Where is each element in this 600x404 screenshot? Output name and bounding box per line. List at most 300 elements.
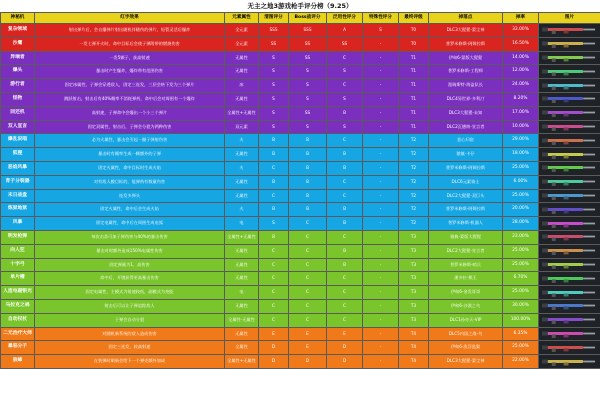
element-cell[interactable]: 全属性+无属性	[225, 230, 259, 244]
gun-icon	[540, 205, 599, 215]
effect-cell[interactable]: 连发多弹头	[35, 189, 225, 203]
drop-source-cell[interactable]: 普罗米修斯-机器人	[429, 217, 503, 231]
drop-rate-cell[interactable]: 12.00%	[503, 65, 539, 79]
grade-cell[interactable]: T3	[399, 299, 429, 313]
drop-rate-cell[interactable]: 25.00%	[503, 341, 539, 355]
element-cell[interactable]: 电	[225, 217, 259, 231]
drop-source-cell[interactable]: 伊甸6-沙漠之鸟	[429, 299, 503, 313]
boss-score-cell[interactable]: SS	[289, 106, 327, 120]
drop-source-cell[interactable]: DLC4异世界-多利汀	[429, 92, 503, 106]
versatility-score-cell[interactable]: C	[327, 51, 363, 65]
special-score-cell[interactable]: -	[363, 203, 399, 217]
element-cell[interactable]: 无属性	[225, 272, 259, 286]
versatility-score-cell[interactable]: C	[327, 313, 363, 327]
element-cell[interactable]: 全属性	[225, 341, 259, 355]
versatility-score-cell[interactable]: B	[327, 106, 363, 120]
effect-cell[interactable]: 固定双属性，射击后，子弹会分裂为两种伤害	[35, 120, 225, 134]
weapon-image	[539, 299, 600, 313]
special-score-cell[interactable]: -	[363, 286, 399, 300]
drop-rate-cell[interactable]: 100.00%	[503, 313, 539, 327]
effect-cell[interactable]: 命中后，开镜获得更高暴击伤害	[35, 272, 225, 286]
versatility-score-cell[interactable]: C	[327, 230, 363, 244]
element-cell[interactable]: 全元素	[225, 37, 259, 51]
element-cell[interactable]: 无属性	[225, 148, 259, 162]
gun-icon	[540, 329, 599, 339]
effect-cell[interactable]: 子弹会自动分裂	[35, 313, 225, 327]
versatility-score-cell[interactable]: S	[327, 65, 363, 79]
table-row[interactable]	[1, 51, 600, 65]
boss-score-cell[interactable]: E	[289, 341, 327, 355]
element-cell[interactable]: 无属性	[225, 258, 259, 272]
special-score-cell[interactable]: -	[363, 272, 399, 286]
versatility-score-cell[interactable]: B	[327, 161, 363, 175]
grade-cell[interactable]: T2	[399, 161, 429, 175]
drop-source-cell[interactable]: 普罗米修斯-阿姆拉斯	[429, 37, 503, 51]
element-cell[interactable]: 冰	[225, 79, 259, 93]
boss-score-cell[interactable]: C	[289, 313, 327, 327]
drop-source-cell[interactable]: DLC1孙亦天-VIP	[429, 313, 503, 327]
drop-source-cell[interactable]: 普罗米修斯-工程师	[429, 65, 503, 79]
weapon-name-cell[interactable]: 马拉克之祸	[1, 299, 35, 313]
drop-source-cell[interactable]: DLC2大猩猩-宣言者	[429, 244, 503, 258]
drop-rate-cell[interactable]: 6.25%	[503, 327, 539, 341]
boss-score-cell[interactable]: C	[289, 217, 327, 231]
special-score-cell[interactable]: -	[363, 161, 399, 175]
effect-cell[interactable]: 一发七弹开火时，命中目标后会使子弹附带的燃烧伤害	[35, 37, 225, 51]
drop-rate-cell[interactable]: 25.00%	[503, 161, 539, 175]
table-row[interactable]	[1, 161, 600, 175]
boss-score-cell[interactable]: B	[289, 148, 327, 162]
drop-rate-cell[interactable]: 10.00%	[503, 120, 539, 134]
table-row[interactable]	[1, 175, 600, 189]
header-cell[interactable]: 最终评级	[399, 13, 429, 24]
special-score-cell[interactable]: -	[363, 341, 399, 355]
element-cell[interactable]: 全属性-无属性	[225, 313, 259, 327]
special-score-cell[interactable]: -	[363, 217, 399, 231]
drop-source-cell[interactable]: 普罗米修斯-哨兵	[429, 258, 503, 272]
gun-icon	[540, 67, 599, 77]
drop-rate-cell[interactable]: 25.00%	[503, 258, 539, 272]
grade-cell[interactable]: T1	[399, 106, 429, 120]
clear-score-cell[interactable]: SS	[259, 37, 289, 51]
table-row[interactable]	[1, 37, 600, 51]
grade-cell[interactable]: T3	[399, 258, 429, 272]
drop-source-cell[interactable]: 派瑞斯特-海盗队长	[429, 79, 503, 93]
boss-score-cell[interactable]: C	[289, 258, 327, 272]
element-cell[interactable]: 全元素	[225, 24, 259, 38]
table-row[interactable]	[1, 148, 600, 162]
versatility-score-cell[interactable]: C	[327, 175, 363, 189]
boss-score-cell[interactable]: S	[289, 79, 327, 93]
drop-source-cell[interactable]: DLC5内国之战-鸟	[429, 327, 503, 341]
element-cell[interactable]: 双元素	[225, 120, 259, 134]
effect-cell[interactable]: 暴击对时额外造成150%电属性伤害	[35, 244, 225, 258]
header-cell[interactable]: 泛用性评分	[327, 13, 363, 24]
special-score-cell[interactable]: -	[363, 65, 399, 79]
clear-score-cell[interactable]: C	[259, 258, 289, 272]
weapon-name-cell[interactable]: 炼狱地狱	[1, 203, 35, 217]
table-row[interactable]	[1, 134, 600, 148]
grade-cell[interactable]: T1	[399, 79, 429, 93]
versatility-score-cell[interactable]: C	[327, 272, 363, 286]
clear-score-cell[interactable]: D	[259, 355, 289, 369]
header-cell[interactable]: 特殊性评分	[363, 13, 399, 24]
boss-score-cell[interactable]: S	[289, 120, 327, 134]
table-row[interactable]	[1, 327, 600, 341]
versatility-score-cell[interactable]: B	[327, 203, 363, 217]
special-score-cell[interactable]: -	[363, 148, 399, 162]
table-row[interactable]	[1, 24, 600, 38]
grade-cell[interactable]: T1	[399, 92, 429, 106]
versatility-score-cell[interactable]: B	[327, 244, 363, 258]
versatility-score-cell[interactable]: D	[327, 355, 363, 369]
special-score-cell[interactable]: -	[363, 258, 399, 272]
header-cell[interactable]: Boss战评分	[289, 13, 327, 24]
drop-source-cell[interactable]: 普罗米修斯-阿姆拉斯	[429, 161, 503, 175]
weapon-name-cell[interactable]: 明发枪弹	[1, 230, 35, 244]
drop-source-cell[interactable]: DLC2大猩猩-双巨头	[429, 189, 503, 203]
table-row[interactable]	[1, 106, 600, 120]
weapon-image	[539, 37, 600, 51]
clear-score-cell[interactable]: C	[259, 313, 289, 327]
drop-rate-cell[interactable]: 25.00%	[503, 286, 539, 300]
special-score-cell[interactable]: -	[363, 134, 399, 148]
element-cell[interactable]: 无属性	[225, 327, 259, 341]
table-row[interactable]	[1, 355, 600, 369]
drop-source-cell[interactable]: DLC6元素骑士	[429, 175, 503, 189]
grade-cell[interactable]: T3	[399, 286, 429, 300]
grade-cell[interactable]: T4	[399, 341, 429, 355]
versatility-score-cell[interactable]: SS	[327, 37, 363, 51]
grade-cell[interactable]: T0	[399, 24, 429, 38]
special-score-cell[interactable]: S	[363, 24, 399, 38]
drop-rate-cell[interactable]: 30.00%	[503, 299, 539, 313]
drop-rate-cell[interactable]: 18.00%	[503, 148, 539, 162]
drop-rate-cell[interactable]: 17.00%	[503, 106, 539, 120]
special-score-cell[interactable]: -	[363, 79, 399, 93]
grade-cell[interactable]: T2	[399, 175, 429, 189]
boss-score-cell[interactable]: C	[289, 230, 327, 244]
boss-score-cell[interactable]: B	[289, 134, 327, 148]
versatility-score-cell[interactable]: S	[327, 92, 363, 106]
boss-score-cell[interactable]: C	[289, 244, 327, 258]
effect-cell[interactable]: 对有敌人模目标的，能弹药有数量伤害	[35, 175, 225, 189]
drop-rate-cell[interactable]: 14.00%	[503, 51, 539, 65]
boss-score-cell[interactable]: SSS	[289, 24, 327, 38]
table-row[interactable]	[1, 313, 600, 327]
grade-cell[interactable]: T4	[399, 355, 429, 369]
element-cell[interactable]: 无属性	[225, 175, 259, 189]
versatility-score-cell[interactable]: B	[327, 148, 363, 162]
versatility-score-cell[interactable]: C	[327, 134, 363, 148]
clear-score-cell[interactable]: B	[259, 203, 289, 217]
boss-score-cell[interactable]: C	[289, 272, 327, 286]
grade-cell[interactable]: T0	[399, 37, 429, 51]
element-cell[interactable]: 无属性	[225, 51, 259, 65]
drop-rate-cell[interactable]: 24.00%	[503, 79, 539, 93]
grade-cell[interactable]: T3	[399, 244, 429, 258]
versatility-score-cell[interactable]: E	[327, 327, 363, 341]
clear-score-cell[interactable]: E	[259, 327, 289, 341]
drop-source-cell[interactable]: 狼镇-卡仔	[429, 148, 503, 162]
weapon-name-cell[interactable]: 怪物	[1, 92, 35, 106]
boss-score-cell[interactable]: D	[289, 355, 327, 369]
boss-score-cell[interactable]: SS	[289, 51, 327, 65]
boss-score-cell[interactable]: C	[289, 286, 327, 300]
clear-score-cell[interactable]: SSS	[259, 24, 289, 38]
drop-source-cell[interactable]: 雅典-蒙版大猩猩	[429, 230, 503, 244]
weapon-name-cell[interactable]: 沙鹰	[1, 37, 35, 51]
versatility-score-cell[interactable]: B	[327, 217, 363, 231]
clear-score-cell[interactable]: C	[259, 299, 289, 313]
table-row[interactable]	[1, 79, 600, 93]
grade-cell[interactable]: T3	[399, 272, 429, 286]
table-row[interactable]	[1, 341, 600, 355]
weapon-name-cell[interactable]: 十字弓	[1, 258, 35, 272]
special-score-cell[interactable]: -	[363, 299, 399, 313]
effect-cell[interactable]: 固定电属性，命中后在周围生成电弧	[35, 217, 225, 231]
table-row[interactable]	[1, 244, 600, 258]
weapon-image	[539, 313, 600, 327]
weapon-name-cell[interactable]: 人造电磁银光	[1, 286, 35, 300]
element-cell[interactable]: 火	[225, 161, 259, 175]
clear-score-cell[interactable]: D	[259, 341, 289, 355]
boss-score-cell[interactable]: B	[289, 189, 327, 203]
effect-cell[interactable]: 暴击时有概率生成一颗额外的子弹	[35, 148, 225, 162]
special-score-cell[interactable]: -	[363, 120, 399, 134]
drop-source-cell[interactable]: DLC3大猩猩-未知	[429, 106, 503, 120]
drop-source-cell[interactable]: DLC3大猩猩-蒙尘神	[429, 24, 503, 38]
element-cell[interactable]: 全属性+无属性	[225, 355, 259, 369]
weapon-name-cell[interactable]: 回还机	[1, 106, 35, 120]
element-cell[interactable]: 火	[225, 134, 259, 148]
table-row[interactable]	[1, 189, 600, 203]
weapon-name-cell[interactable]: 游行者	[1, 79, 35, 93]
drop-source-cell[interactable]: DLC3大猩猩-蒙尘神	[429, 355, 503, 369]
element-cell[interactable]: 电	[225, 286, 259, 300]
special-score-cell[interactable]: -	[363, 355, 399, 369]
effect-cell[interactable]: 跳跃射击，射击后有40%概率不消耗弹药，命中后会对周围有一个爆炸	[35, 92, 225, 106]
effect-cell[interactable]: 必为火属性，暴击会引起一圈子弹射伤害	[35, 134, 225, 148]
versatility-score-cell[interactable]: A	[327, 24, 363, 38]
table-row[interactable]	[1, 299, 600, 313]
gun-icon	[540, 219, 599, 229]
boss-score-cell[interactable]: S	[289, 65, 327, 79]
special-score-cell[interactable]: -	[363, 37, 399, 51]
weapon-name-cell[interactable]: 向人狂	[1, 244, 35, 258]
clear-score-cell[interactable]: S	[259, 79, 289, 93]
drop-rate-cell[interactable]: 25.00%	[503, 244, 539, 258]
drop-source-cell[interactable]: 伊甸6-蒙版大猩猩	[429, 51, 503, 65]
grade-cell[interactable]: T3	[399, 230, 429, 244]
drop-rate-cell[interactable]: 20.00%	[503, 203, 539, 217]
table-row[interactable]	[1, 217, 600, 231]
boss-score-cell[interactable]: S	[289, 92, 327, 106]
grade-cell[interactable]: T2	[399, 189, 429, 203]
boss-score-cell[interactable]: E	[289, 327, 327, 341]
special-score-cell[interactable]: -	[363, 230, 399, 244]
grade-cell[interactable]: T1	[399, 120, 429, 134]
grade-cell[interactable]: T2	[399, 134, 429, 148]
drop-rate-cell[interactable]: 33.00%	[503, 24, 539, 38]
header-cell[interactable]: 红字效果	[35, 13, 225, 24]
drop-rate-cell[interactable]: 22.00%	[503, 355, 539, 369]
table-row[interactable]	[1, 120, 600, 134]
clear-score-cell[interactable]: C	[259, 161, 289, 175]
drop-rate-cell[interactable]: 23.00%	[503, 230, 539, 244]
element-cell[interactable]: 火	[225, 203, 259, 217]
effect-cell[interactable]: 每次击杀可加子弹伤害与40%的暴击伤害	[35, 230, 225, 244]
clear-score-cell[interactable]: C	[259, 244, 289, 258]
header-row	[1, 13, 600, 24]
clear-score-cell[interactable]: S	[259, 92, 289, 106]
drop-rate-cell[interactable]: 6.00%	[503, 175, 539, 189]
effect-cell[interactable]: 射击后可以让子弹追踪敌人	[35, 299, 225, 313]
versatility-score-cell[interactable]: C	[327, 189, 363, 203]
weapon-name-cell[interactable]: 二元治疗大师	[1, 327, 35, 341]
drop-rate-cell[interactable]: 16.50%	[503, 37, 539, 51]
special-score-cell[interactable]: -	[363, 189, 399, 203]
header-cell[interactable]: 掉率	[503, 13, 539, 24]
boss-score-cell[interactable]: SS	[289, 37, 327, 51]
table-row[interactable]	[1, 230, 600, 244]
weapon-name-cell[interactable]: 自动权杖	[1, 313, 35, 327]
boss-score-cell[interactable]: B	[289, 203, 327, 217]
special-score-cell[interactable]: -	[363, 92, 399, 106]
table-row[interactable]	[1, 286, 600, 300]
table-row[interactable]	[1, 203, 600, 217]
clear-score-cell[interactable]: S	[259, 65, 289, 79]
versatility-score-cell[interactable]: C	[327, 79, 363, 93]
clear-score-cell[interactable]: B	[259, 175, 289, 189]
table-row[interactable]	[1, 92, 600, 106]
special-score-cell[interactable]: -	[363, 244, 399, 258]
table-row[interactable]	[1, 272, 600, 286]
table-row[interactable]	[1, 65, 600, 79]
grade-cell[interactable]: T2	[399, 217, 429, 231]
weapon-name-cell[interactable]: 异端者	[1, 51, 35, 65]
special-score-cell[interactable]: -	[363, 327, 399, 341]
drop-source-cell[interactable]: 伊甸6-洗浮监狱	[429, 341, 503, 355]
clear-score-cell[interactable]: S	[259, 120, 289, 134]
effect-cell[interactable]: 固定火属性，命中后会生成火焰	[35, 203, 225, 217]
weapon-name-cell[interactable]: 爆头	[1, 65, 35, 79]
header-cell[interactable]: 图片	[539, 13, 600, 24]
clear-score-cell[interactable]: S	[259, 217, 289, 231]
weapon-name-cell[interactable]: 双人宣言	[1, 120, 35, 134]
versatility-score-cell[interactable]: S	[327, 120, 363, 134]
element-cell[interactable]: 无属性	[225, 244, 259, 258]
weapon-name-cell[interactable]: 末日战盘	[1, 189, 35, 203]
weapon-name-cell[interactable]: 爆乱说唱	[1, 134, 35, 148]
drop-source-cell[interactable]: 普罗米修斯-阿姆拉斯	[429, 203, 503, 217]
boss-score-cell[interactable]: C	[289, 299, 327, 313]
header-cell[interactable]: 掉落点	[429, 13, 503, 24]
element-cell[interactable]: 全属性+无属性	[225, 106, 259, 120]
gun-icon	[540, 274, 599, 284]
effect-cell[interactable]: 射出弹片后，会自爆弹片射出随机伴随伤的弹片，短暂灵活后爆炸	[35, 24, 225, 38]
special-score-cell[interactable]: -	[363, 106, 399, 120]
effect-cell[interactable]: 固定火属性，命中目标时生成火焰	[35, 161, 225, 175]
clear-score-cell[interactable]: S	[259, 51, 289, 65]
effect-cell[interactable]: 对随机新系统的敌人造成伤害	[35, 327, 225, 341]
weapon-name-cell[interactable]: 单片槽	[1, 272, 35, 286]
weapon-name-cell[interactable]: 狐狸	[1, 148, 35, 162]
versatility-score-cell[interactable]: B	[327, 258, 363, 272]
effect-cell[interactable]: 固定三连发，较高射速	[35, 341, 225, 355]
weapon-name-cell[interactable]: 暴怒分子	[1, 341, 35, 355]
element-cell[interactable]: 无属性	[225, 299, 259, 313]
weapon-image	[539, 286, 600, 300]
drop-source-cell[interactable]: 潘多拉-熊王	[429, 272, 503, 286]
header-cell[interactable]: 清图评分	[259, 13, 289, 24]
grade-cell[interactable]: T1	[399, 51, 429, 65]
clear-score-cell[interactable]: B	[259, 230, 289, 244]
effect-cell[interactable]: 固定电属性，主模式为射速较低，副模式为充能	[35, 286, 225, 300]
clear-score-cell[interactable]: B	[259, 134, 289, 148]
drop-source-cell[interactable]: DLC2瓦德纳-宣言者	[429, 120, 503, 134]
weapon-image	[539, 341, 600, 355]
versatility-score-cell[interactable]: D	[327, 341, 363, 355]
clear-score-cell[interactable]: C	[259, 189, 289, 203]
weapon-name-cell[interactable]: 复杂领域	[1, 24, 35, 38]
drop-source-cell[interactable]: 悲心归宿	[429, 134, 503, 148]
weapon-image	[539, 51, 600, 65]
weapon-name-cell[interactable]: 恶焰风暴	[1, 161, 35, 175]
drop-source-cell[interactable]: 伊甸6-金发哥哥	[429, 286, 503, 300]
gun-icon	[540, 150, 599, 160]
weapon-name-cell[interactable]: 育子分裂器	[1, 175, 35, 189]
grade-cell[interactable]: T2	[399, 148, 429, 162]
element-cell[interactable]: 无属性	[225, 65, 259, 79]
element-cell[interactable]: 无属性	[225, 92, 259, 106]
header-cell[interactable]: 元素属性	[225, 13, 259, 24]
header-cell[interactable]: 神秘机	[1, 13, 35, 24]
grade-cell[interactable]: T2	[399, 203, 429, 217]
clear-score-cell[interactable]: C	[259, 272, 289, 286]
effect-cell[interactable]: 暴击时产生爆炸，爆炸带有范围伤害	[35, 65, 225, 79]
grade-cell[interactable]: T4	[399, 327, 429, 341]
special-score-cell[interactable]: -	[363, 175, 399, 189]
versatility-score-cell[interactable]: C	[327, 299, 363, 313]
gun-icon	[540, 246, 599, 256]
weapon-name-cell[interactable]: 狼蜂	[1, 355, 35, 369]
effect-cell[interactable]: 高射速，子弹命中会爆出一个小三个弹片	[35, 106, 225, 120]
weapon-name-cell[interactable]: 风暴	[1, 217, 35, 231]
drop-rate-cell[interactable]: 28.00%	[503, 217, 539, 231]
clear-score-cell[interactable]: C	[259, 286, 289, 300]
special-score-cell[interactable]: -	[363, 51, 399, 65]
boss-score-cell[interactable]: B	[289, 175, 327, 189]
element-cell[interactable]: 无属性	[225, 189, 259, 203]
clear-score-cell[interactable]: B	[259, 148, 289, 162]
drop-rate-cell[interactable]: 25.00%	[503, 189, 539, 203]
effect-cell[interactable]: 在装弹时刷新会给下一个弹壳额外加成	[35, 355, 225, 369]
grade-cell[interactable]: T3	[399, 313, 429, 327]
table-row[interactable]	[1, 258, 600, 272]
grade-cell[interactable]: T1	[399, 65, 429, 79]
drop-rate-cell[interactable]: 8.20%	[503, 92, 539, 106]
drop-rate-cell[interactable]: 29.00%	[503, 134, 539, 148]
effect-cell[interactable]: 固定弹量为1，高伤害	[35, 258, 225, 272]
boss-score-cell[interactable]: B	[289, 161, 327, 175]
clear-score-cell[interactable]: S	[259, 106, 289, 120]
special-score-cell[interactable]: -	[363, 313, 399, 327]
versatility-score-cell[interactable]: C	[327, 286, 363, 300]
effect-cell[interactable]: 固定冰属性，子弹会穿透敌人，固定三连发，三层会转下发为三个弹片	[35, 79, 225, 93]
effect-cell[interactable]: 一发5颗子，获高射速	[35, 51, 225, 65]
drop-rate-cell[interactable]: 6.70%	[503, 272, 539, 286]
